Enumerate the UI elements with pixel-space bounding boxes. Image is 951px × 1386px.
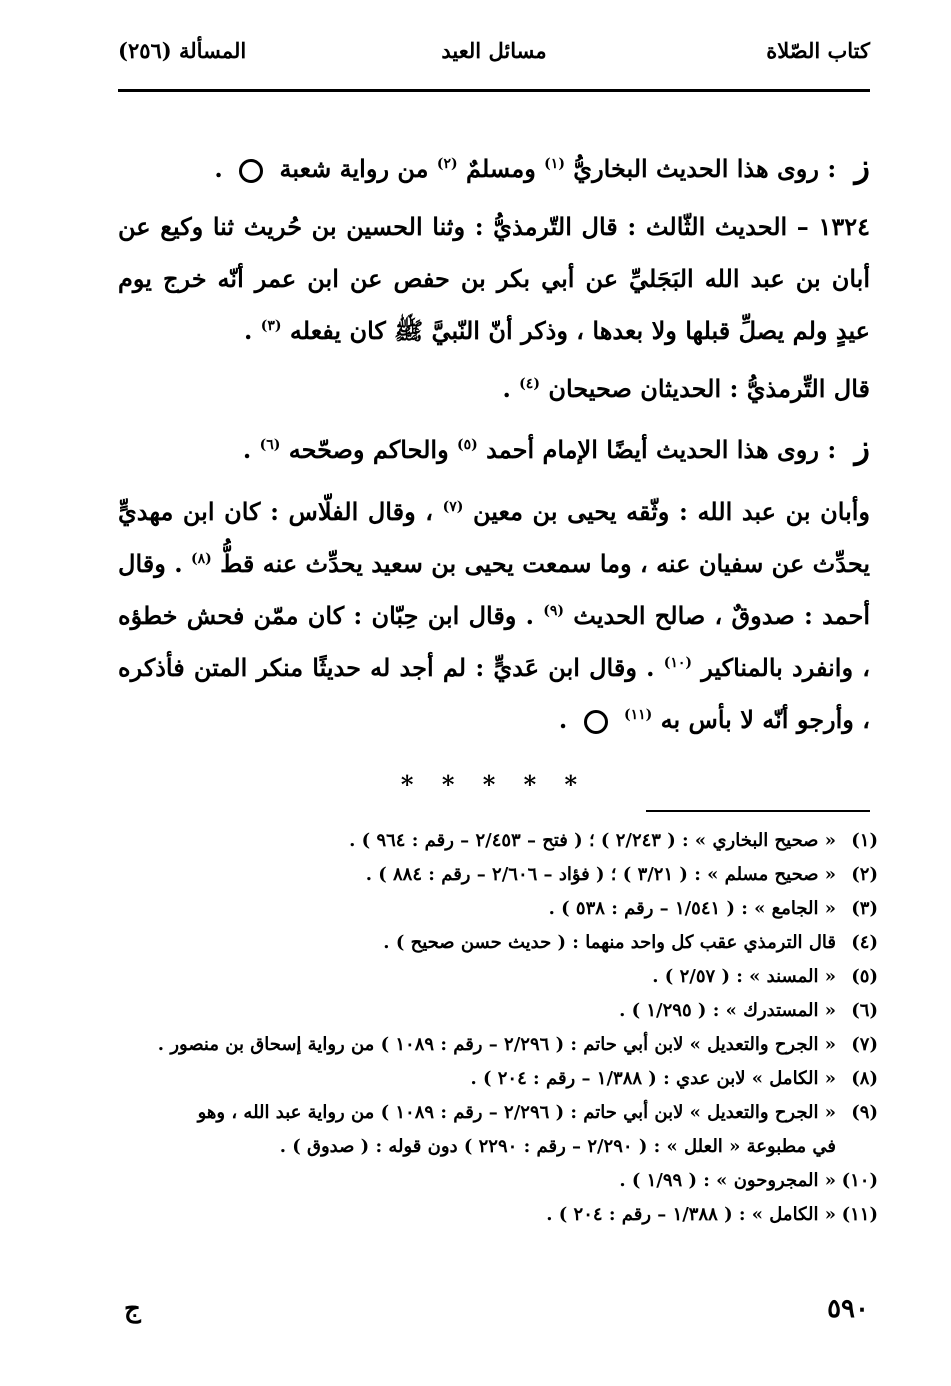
paragraph-5: [118, 486, 870, 746]
footnote-number: (١٠): [841, 1170, 878, 1191]
footnote-ref[interactable]: (٤): [519, 376, 540, 392]
paragraph-text: . وقال ابن عَديٍّ : لم أجد له حديثًا منكر المتن فأذكره ، وأرجو أنّه لا بأس به: [118, 653, 870, 734]
signature-mark: ج: [124, 1294, 141, 1324]
paragraph-end: .: [242, 435, 252, 464]
zawaid-marker: ز: [854, 428, 870, 466]
footnote-ref[interactable]: (٢): [436, 156, 458, 172]
paragraph-text: ومسلمٌ: [466, 154, 536, 183]
footnote-ref[interactable]: (٥): [457, 437, 478, 453]
paragraph-text: روى هذا الحديث البخاريُّ: [573, 154, 819, 183]
footnote-item: [118, 892, 878, 926]
paragraph-3: [118, 363, 870, 415]
footnote-text: « صحيح البخاري » : ( ٢/٢٤٣ ) ؛ ( فتح – ٢/٤٥٣ – رقم : ٩٦٤ ) .: [349, 830, 836, 851]
section-separator: * * * * *: [400, 770, 588, 799]
footnote-text: « المستدرك » : ( ١/٢٩٥ ) .: [619, 1000, 836, 1021]
header-issue-number: المسألة (٢٥٦): [118, 38, 247, 63]
footnotes: [118, 824, 878, 1232]
footnote-number: (٢): [851, 864, 878, 885]
paragraph-text: . وقال ابن حِبّان : كان ممّن فحش خطؤه ، وانفرد بالمناكير: [118, 601, 870, 682]
end-circle-icon: [239, 159, 263, 183]
paragraph-end: .: [244, 316, 253, 345]
paragraph-text: ، وقال الفلّاس : كان ابن مهديٍّ يحدِّث عن سفيان عنه ، وما سمعت يحيى بن سعيد يحدِّث عنه قطُّ: [118, 497, 871, 578]
footnote-text: « المسند » : ( ٢/٥٧ ) .: [652, 966, 836, 987]
footnote-number: (٣): [851, 898, 878, 919]
footnote-text: « الجرح والتعديل » لابن أبي حاتم : ( ٢/٢٩٦ – رقم : ١٠٨٩ ) من رواية عبد الله ، وهو: [197, 1102, 836, 1123]
paragraph-end: .: [558, 705, 568, 734]
paragraph-text: . وقال أحمد : صدوقٌ ، صالح الحديث: [118, 549, 871, 630]
footnote-ref[interactable]: (٩): [543, 603, 564, 619]
footnote-ref[interactable]: (١٠): [663, 655, 692, 671]
footnote-text: « الجامع » : ( ١/٥٤١ – رقم : ٥٣٨ ) .: [548, 898, 836, 919]
footnote-number: (٤): [851, 932, 878, 953]
footnote-text: « صحيح مسلم » : ( ٣/٢١ ) ؛ ( فؤاد – ٢/٦٠٦ – رقم : ٨٨٤ ) .: [365, 864, 836, 885]
footnote-ref[interactable]: (٨): [190, 551, 212, 567]
header-book-title: كتاب الصّلاة: [766, 38, 870, 63]
footnote-number: (٩): [851, 1102, 878, 1123]
zawaid-marker: ز: [854, 147, 870, 185]
paragraph-text: من رواية شعبة: [279, 154, 429, 183]
paragraph-2: [118, 201, 870, 357]
paragraph-end: .: [502, 374, 511, 403]
footnote-ref[interactable]: (٦): [259, 437, 281, 453]
footnote-item: [118, 858, 878, 892]
paragraph-text: ١٣٢٤ – الحديث الثّالث : قال التّرمذيُّ : وثنا الحسين بن حُريث ثنا وكيع عن أبان بن عبد الله البَجَليِّ عن أبي بكر بن حفص عن ابن عمر أنّه خرج يوم عيدٍ ولم يصلِّ قبلها ولا بعدها ، وذكر أنّ النّبيَّ ﷺ كان يفعله: [118, 212, 870, 345]
paragraph-text: وأبان بن عبد الله : وثّقه يحيى بن معين: [473, 497, 871, 526]
footnote-ref[interactable]: (٣): [260, 318, 282, 334]
paragraph-text: روى هذا الحديث أيضًا الإمام أحمد: [486, 435, 819, 464]
paragraph-text: قال التِّرمذيُّ : الحديثان صحيحان: [548, 374, 870, 403]
footnote-continuation: في مطبوعة « العلل » : ( ٢/٢٩٠ – رقم : ٢٢٩٠ ) دون قوله : ( صدوق ) .: [279, 1136, 836, 1157]
footnote-item: [118, 1164, 878, 1198]
footnote-text: « الجرح والتعديل » لابن أبي حاتم : ( ٢/٢٩٦ – رقم : ١٠٨٩ ) من رواية إسحاق بن منصور .: [157, 1034, 836, 1055]
footnote-rule: [646, 810, 870, 812]
footnote-item: [118, 1062, 878, 1096]
footnote-ref[interactable]: (١): [544, 156, 565, 172]
footnote-item: [118, 1198, 878, 1232]
footnote-item: [118, 926, 878, 960]
footnote-number: (٥): [851, 966, 878, 987]
paragraph-end: .: [214, 154, 223, 183]
header-chapter-title: مسائل العيد: [441, 38, 547, 63]
marker-colon: :: [827, 435, 837, 464]
running-header: [118, 38, 870, 78]
paragraph-4: [118, 421, 870, 476]
main-text: [118, 140, 870, 746]
paragraph-1: [118, 140, 870, 195]
footnote-text: « المجروحون » : ( ١/٩٩ ) .: [619, 1170, 836, 1191]
footnote-item: [118, 1096, 878, 1130]
footnote-number: (٦): [851, 1000, 878, 1021]
footnote-number: (١): [851, 830, 878, 851]
page-number: ٥٩٠: [827, 1294, 869, 1324]
footnote-text: « الكامل » : ( ١/٣٨٨ – رقم : ٢٠٤ ) .: [546, 1204, 836, 1225]
header-rule: [118, 89, 870, 92]
end-circle-icon: [584, 710, 608, 734]
footnote-ref[interactable]: (١١): [624, 707, 653, 723]
footnote-text: « الكامل » لابن عدي : ( ١/٣٨٨ – رقم : ٢٠٤ ) .: [470, 1068, 836, 1089]
footnote-item: [118, 824, 878, 858]
footnote-number: (٧): [851, 1034, 878, 1055]
footnote-text: قال الترمذي عقب كل واحد منهما : ( حديث حسن صحيح ) .: [383, 932, 836, 953]
footnote-item: [118, 960, 878, 994]
footnote-ref[interactable]: (٧): [442, 499, 464, 515]
paragraph-text: والحاكم وصحّحه: [288, 435, 449, 464]
footnote-item: [118, 994, 878, 1028]
footnote-number: (١١): [841, 1204, 878, 1225]
footnote-number: (٨): [851, 1068, 878, 1089]
footnote-item: [118, 1028, 878, 1062]
marker-colon: :: [827, 154, 837, 183]
